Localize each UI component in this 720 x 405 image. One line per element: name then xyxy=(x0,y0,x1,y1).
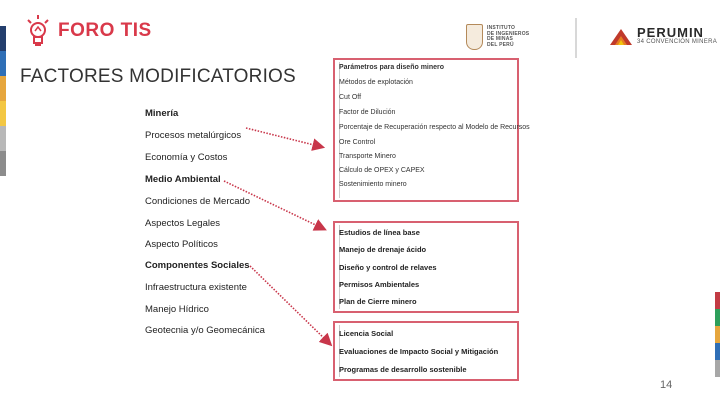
page-number: 14 xyxy=(660,379,673,391)
panel-item: Métodos de explotación xyxy=(339,79,413,86)
panel-item: Transporte Minero xyxy=(339,153,396,160)
factor-item: Condiciones de Mercado xyxy=(145,196,251,207)
panel-item: Evaluaciones de Impacto Social y Mitigación xyxy=(339,347,499,356)
perumin-logo-sub: 34 CONVENCIÓN MINERA xyxy=(637,39,718,45)
panel-item: Ore Control xyxy=(339,139,376,146)
factor-item: Aspectos Legales xyxy=(145,218,220,229)
factor-item: Manejo Hídrico xyxy=(145,304,209,315)
panel-item: Estudios de línea base xyxy=(339,228,420,237)
iimp-logo-text: INSTITUTO DE INGENIEROS DE MINAS DEL PERÚ xyxy=(487,25,530,48)
panel-item: Parámetros para diseño minero xyxy=(339,64,445,71)
panel-item: Programas de desarrollo sostenible xyxy=(339,365,467,374)
foro-tis-logo-text: FORO TIS xyxy=(58,20,152,41)
panel-item: Licencia Social xyxy=(339,329,394,338)
panel-item: Sostenimiento minero xyxy=(339,181,407,188)
factor-item: Infraestructura existente xyxy=(145,282,247,293)
panel-item: Porcentaje de Recuperación respecto al Modelo de Recursos xyxy=(339,124,530,131)
panel-item: Permisos Ambientales xyxy=(339,280,420,289)
panel-item: Plan de Cierre minero xyxy=(339,297,417,306)
page-title: FACTORES MODIFICATORIOS xyxy=(20,66,296,87)
panel-item: Diseño y control de relaves xyxy=(339,263,437,272)
perumin-logo-name: PERUMIN xyxy=(637,25,704,40)
panel-item: Cut Off xyxy=(339,94,362,101)
factor-item: Economía y Costos xyxy=(145,152,228,163)
factor-item: Geotecnia y/o Geomecánica xyxy=(145,325,265,336)
panel-item: Cálculo de OPEX y CAPEX xyxy=(339,167,425,174)
arrow-ambiental xyxy=(224,181,324,229)
panel-item: Manejo de drenaje ácido xyxy=(339,245,427,254)
arrow-social xyxy=(250,266,330,344)
arrow-mineria xyxy=(246,128,322,147)
factor-item: Procesos metalúrgicos xyxy=(145,130,242,141)
factor-item: Minería xyxy=(145,108,179,119)
factor-item: Componentes Sociales xyxy=(145,260,250,271)
factor-item: Aspecto Políticos xyxy=(145,239,218,250)
panel-item: Factor de Dilución xyxy=(339,109,396,116)
factor-item: Medio Ambiental xyxy=(145,174,221,185)
